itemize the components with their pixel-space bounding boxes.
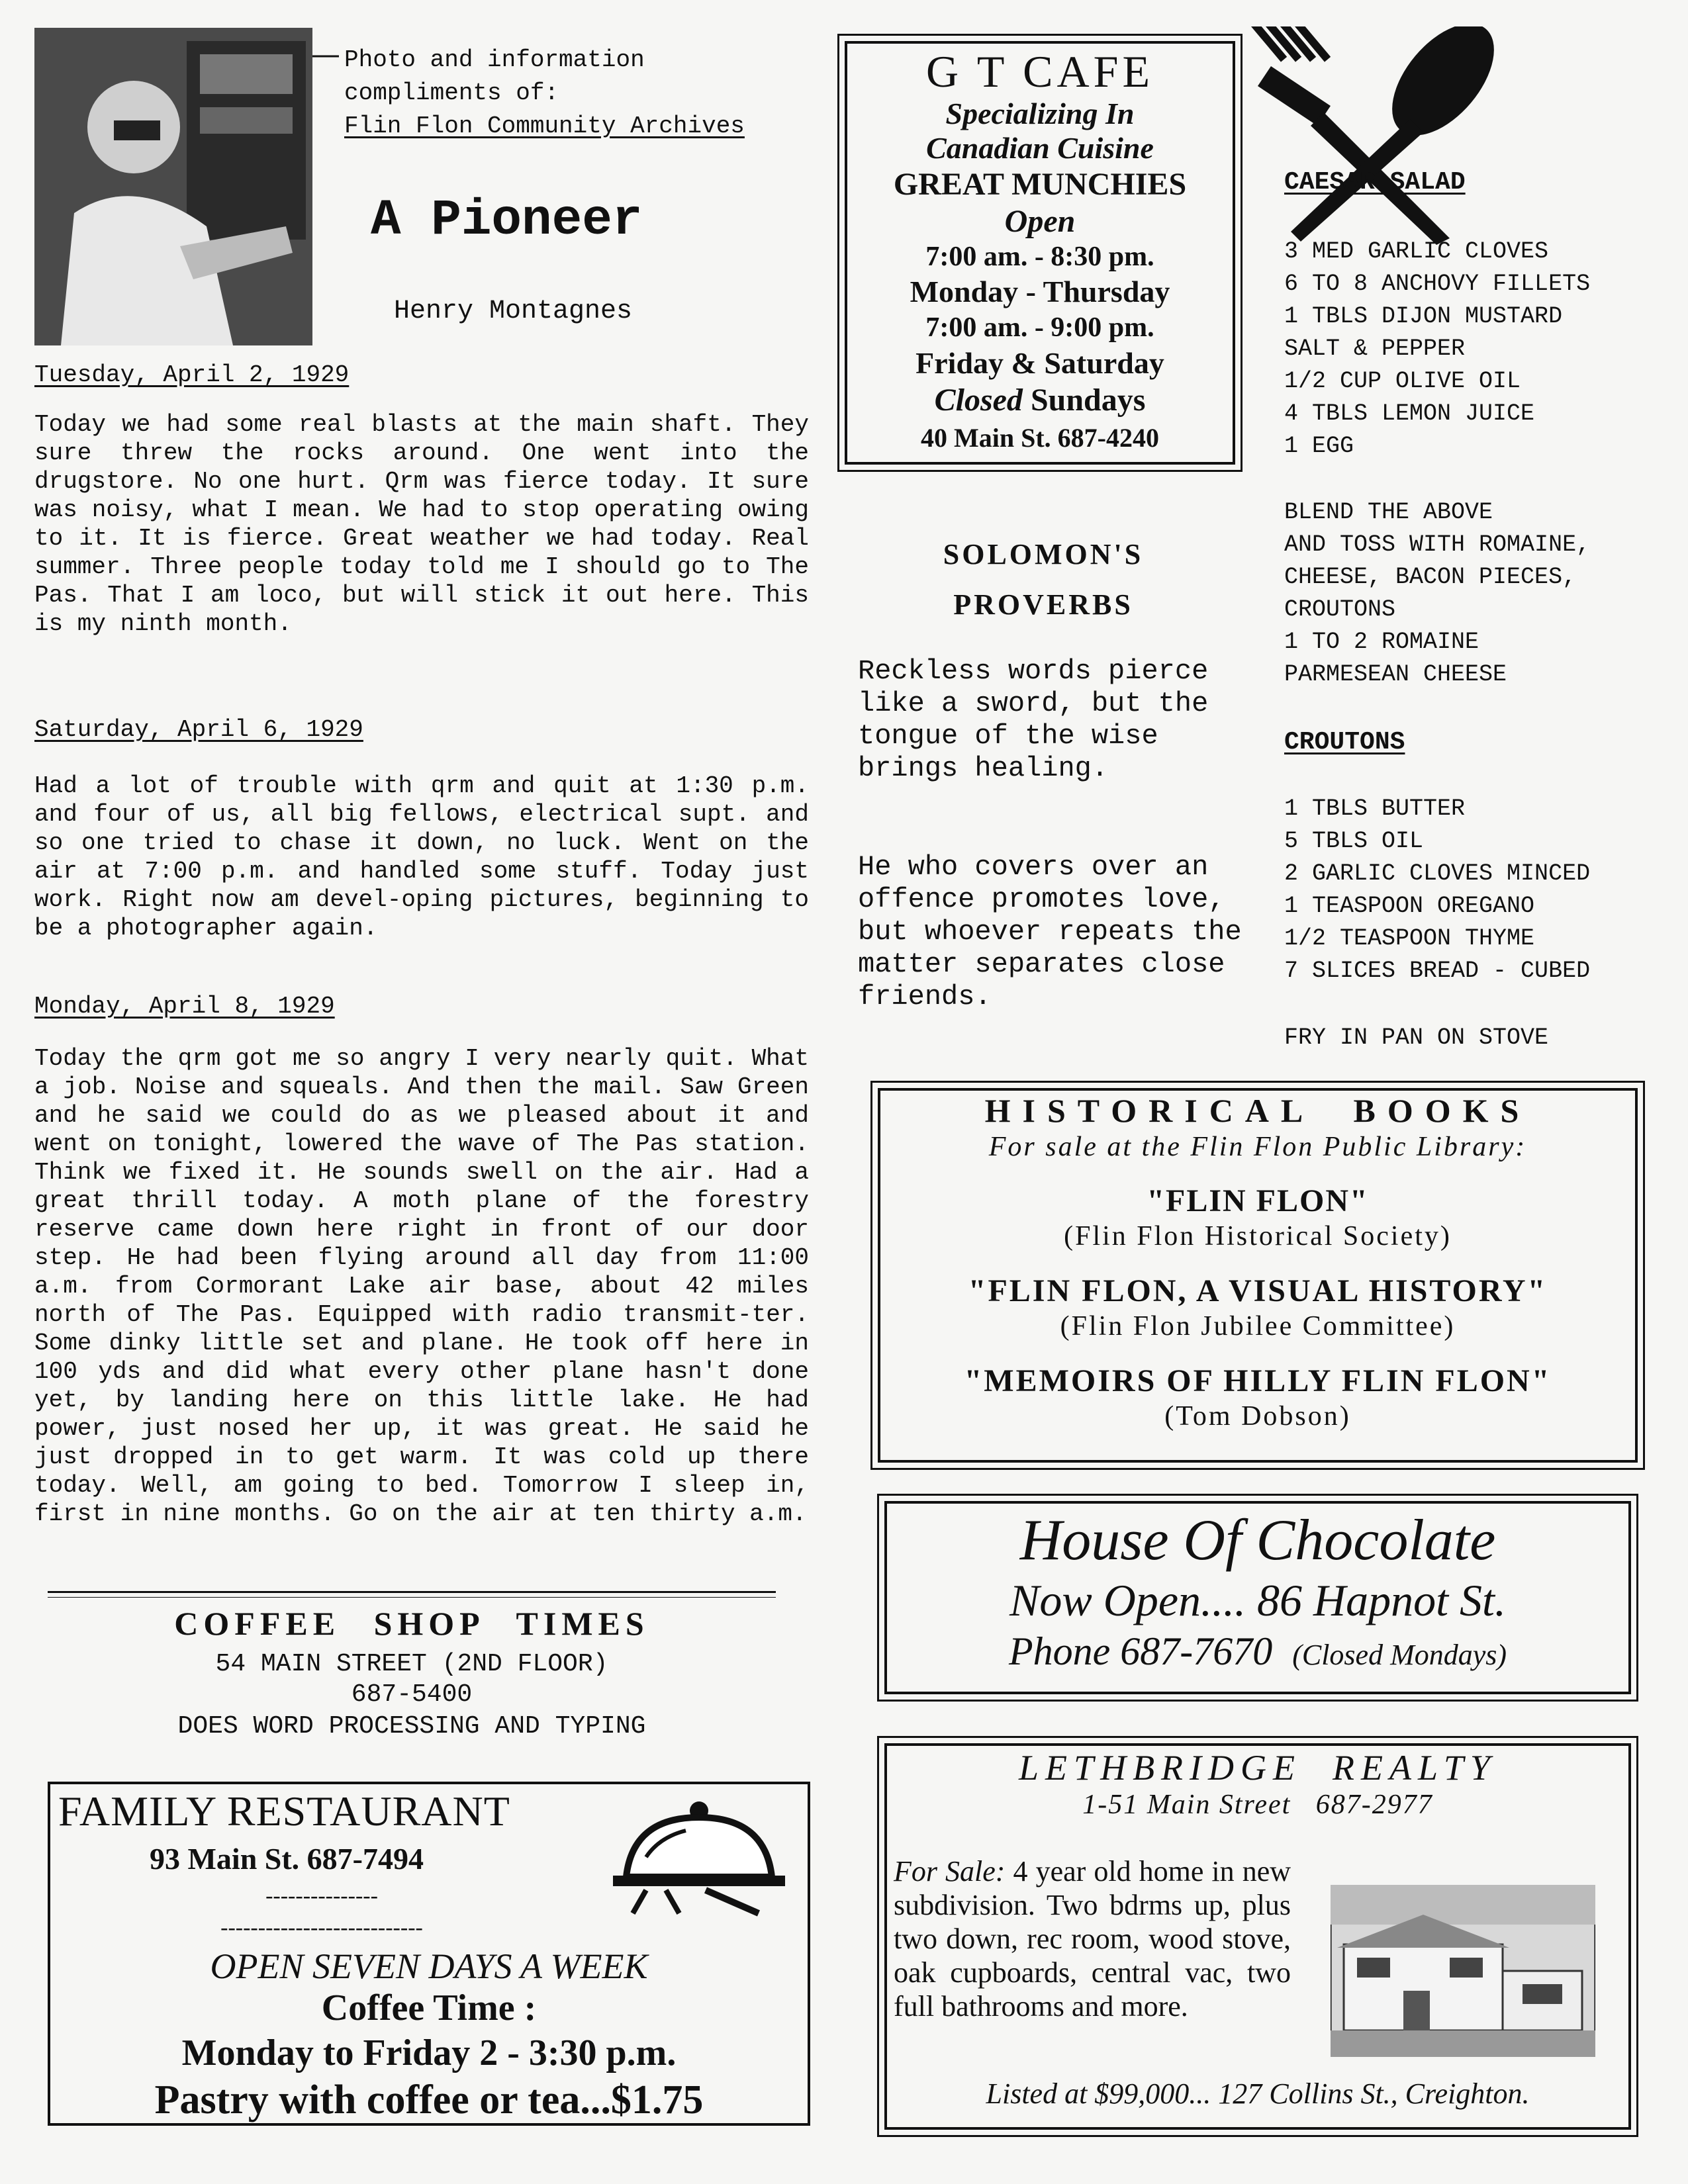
gt-cafe-munchies: GREAT MUNCHIES	[893, 167, 1187, 202]
caesar-method-line: 1 TO 2 ROMAINE	[1284, 629, 1479, 655]
article-title: A Pioneer	[371, 192, 643, 249]
pioneer-photo-art	[34, 28, 312, 345]
family-restaurant-pastry: Pastry with coffee or tea...$1.75	[154, 2077, 704, 2122]
caesar-method-line: AND TOSS WITH ROMAINE,	[1284, 531, 1591, 558]
entry-text-3: Today the qrm got me so angry I very nearly quit. What a job. Noise and squeals. And then the mail. Saw Green and he said we could do as we pleased about it and went on tonight, lowered the wave of The Pas station. Think we fixed it. He sounds swell on the air. Had a great thrill today. A moth plane of the forestry reserve came down here right in front of our door step. He had been flying around all day from 11:00 a.m. from Cormorant Lake air base, about 42 miles north of The Pas. Equipped with radio transmit-ter. Some dinky little set and plane. He took off here in 100 yds and did what every other plane hasn't done yet, by landing here on this little lake. He had power, just nosed her up, it was great. He said he just dropped in to get warm. It was cold up there today. Well, am going to bed. Tomorrow I sleep in, first in nine months. Go on the air at ten thirty a.m.	[34, 1045, 809, 1527]
historical-books-ad	[878, 1088, 1638, 1463]
gt-cafe-special-1: Specializing In	[945, 97, 1135, 130]
caesar-ingredient: SALT & PEPPER	[1284, 336, 1466, 362]
gt-cafe-open: Open	[1004, 204, 1076, 239]
pioneer-photo	[34, 28, 312, 345]
croutons-ingredient: 1 TEASPOON OREGANO	[1284, 893, 1535, 919]
caesar-ingredient: 6 TO 8 ANCHOVY FILLETS	[1284, 271, 1591, 297]
gt-cafe-closed-day: Sundays	[1022, 383, 1146, 418]
realty-description-text: 4 year old home in new subdivision. Two bdrms up, plus two down, rec room, wood stove, oak cupboards, central vac, two full bathrooms and more.	[894, 1855, 1291, 2023]
gt-cafe-closed	[847, 381, 1233, 420]
gt-cafe-days-2: Friday & Saturday	[915, 346, 1164, 380]
books-title: HISTORICAL BOOKS	[984, 1092, 1531, 1129]
coffee-shop-address: 54 MAIN STREET (2ND FLOOR)	[215, 1650, 608, 1678]
coffee-shop-service: DOES WORD PROCESSING AND TYPING	[177, 1712, 646, 1741]
realty-title: LETHBRIDGE REALTY	[1019, 1748, 1497, 1788]
family-restaurant-address: 93 Main St. 687-7494	[150, 1842, 424, 1876]
gt-cafe-ad	[845, 41, 1235, 465]
caesar-title: CAESAR SALAD	[1284, 168, 1466, 197]
croutons-method: FRY IN PAN ON STOVE	[1284, 1024, 1549, 1051]
realty-for-sale-label: For Sale:	[894, 1855, 1006, 1888]
article-author: Henry Montagnes	[394, 296, 633, 326]
serving-dish-icon	[606, 1791, 792, 1917]
gt-cafe-hours-2: 7:00 am. - 9:00 pm.	[925, 312, 1154, 343]
caesar-ingredient: 1 TBLS DIJON MUSTARD	[1284, 303, 1563, 330]
caesar-method-line: CROUTONS	[1284, 596, 1396, 623]
book-author-2: (Flin Flon Jubilee Committee)	[1060, 1311, 1456, 1342]
coffee-shop-rule	[48, 1591, 776, 1598]
family-restaurant-rule-1: ---------------	[265, 1884, 378, 1908]
gt-cafe-special-2: Canadian Cuisine	[926, 131, 1154, 165]
chocolate-name: House Of Chocolate	[1019, 1508, 1496, 1572]
family-restaurant-rule-2: ---------------------------	[220, 1915, 423, 1940]
croutons-ingredients	[1284, 793, 1590, 987]
fork-and-spoon-icon	[1244, 26, 1496, 245]
caesar-ingredient: 1/2 CUP OLIVE OIL	[1284, 368, 1521, 394]
proverb-2: He who covers over an offence promotes love, but whoever repeats the matter separates close friends.	[858, 851, 1242, 1013]
book-author-3: (Tom Dobson)	[1164, 1401, 1351, 1432]
croutons-ingredient: 1/2 TEASPOON THYME	[1284, 925, 1535, 952]
credit-line-1: Photo and information	[344, 46, 645, 73]
caesar-method-line: BLEND THE ABOVE	[1284, 499, 1493, 525]
family-restaurant-title: FAMILY RESTAURANT	[58, 1788, 510, 1835]
entry-text-2: Had a lot of trouble with qrm and quit at 1:30 p.m. and four of us, all big fellows, electrical supt. and so one tried to chase it down, no luck. Went on the air at 7:00 p.m. and handled some stuff. Today just work. Right now am devel-oping pictures, beginning to be a photographer again.	[34, 772, 809, 942]
coffee-shop-phone: 687-5400	[351, 1680, 473, 1709]
realty-listing: Listed at $99,000... 127 Collins St., Creighton.	[986, 2077, 1530, 2110]
croutons-ingredient: 5 TBLS OIL	[1284, 828, 1424, 854]
chocolate-phone-line	[887, 1625, 1628, 1681]
chocolate-open: Now Open.... 86 Hapnot St.	[1009, 1575, 1506, 1625]
entry-date-2: Saturday, April 6, 1929	[34, 716, 363, 743]
book-title-3: "MEMOIRS OF HILLY FLIN FLON"	[964, 1363, 1552, 1398]
realty-address: 1-51 Main Street 687-2977	[1082, 1790, 1433, 1820]
entry-date-3: Monday, April 8, 1929	[34, 993, 335, 1020]
coffee-shop-ad	[48, 1604, 776, 1743]
gt-cafe-days-1: Monday - Thursday	[910, 275, 1170, 308]
croutons-title: CROUTONS	[1284, 728, 1405, 756]
gt-cafe-title: G T CAFE	[925, 46, 1154, 97]
realty-description	[894, 1854, 1291, 2023]
caesar-method	[1284, 496, 1590, 691]
credit-archives: Flin Flon Community Archives	[344, 113, 745, 140]
caesar-method-line: CHEESE, BACON PIECES,	[1284, 564, 1577, 590]
house-of-chocolate-ad	[884, 1501, 1631, 1694]
chocolate-phone: Phone 687-7670	[1008, 1629, 1273, 1673]
credit-pointer-line	[312, 53, 339, 60]
entry-text-1: Today we had some real blasts at the main shaft. They sure threw the rocks around. One went into the drugstore. No one hurt. Qrm was fierce today. It sure was noisy, what I mean. We had to stop operating owing to it. It is fierce. Great weather we had today. Real summer. Three people today told me I should go to The Pas. That I am loco, but will stick it out here. This is my ninth month.	[34, 411, 809, 637]
coffee-shop-title: COFFEE SHOP TIMES	[174, 1605, 649, 1642]
caesar-ingredient: 1 EGG	[1284, 433, 1354, 459]
books-subtitle: For sale at the Flin Flon Public Library:	[988, 1132, 1527, 1162]
photo-credit	[344, 44, 745, 143]
caesar-ingredient: 3 MED GARLIC CLOVES	[1284, 238, 1549, 265]
gt-cafe-address: 40 Main St. 687-4240	[921, 423, 1159, 453]
croutons-ingredient: 1 TBLS BUTTER	[1284, 796, 1466, 822]
proverbs-heading	[845, 529, 1242, 630]
family-restaurant-coffee-time: Coffee Time :	[321, 1987, 537, 2028]
gt-cafe-hours-1: 7:00 am. - 8:30 pm.	[925, 242, 1154, 272]
caesar-ingredients	[1284, 236, 1590, 463]
family-restaurant-open: OPEN SEVEN DAYS A WEEK	[210, 1946, 648, 1986]
caesar-ingredient: 4 TBLS LEMON JUICE	[1284, 400, 1535, 427]
credit-line-2: compliments of:	[344, 79, 559, 107]
proverbs-title-2: PROVERBS	[953, 588, 1133, 621]
chocolate-closed: (Closed Mondays)	[1292, 1639, 1507, 1671]
lethbridge-realty-ad	[884, 1743, 1631, 2130]
house-photo	[1331, 1885, 1595, 2057]
proverbs-title-1: SOLOMON'S	[943, 538, 1144, 570]
family-restaurant-hours: Monday to Friday 2 - 3:30 p.m.	[181, 2032, 677, 2073]
book-author-1: (Flin Flon Historical Society)	[1064, 1221, 1452, 1251]
gt-cafe-closed-word: Closed	[934, 383, 1023, 418]
book-title-1: "FLIN FLON"	[1147, 1183, 1369, 1218]
entry-date-1: Tuesday, April 2, 1929	[34, 361, 350, 388]
croutons-ingredient: 2 GARLIC CLOVES MINCED	[1284, 860, 1591, 887]
caesar-method-line: PARMESEAN CHEESE	[1284, 661, 1507, 688]
croutons-ingredient: 7 SLICES BREAD - CUBED	[1284, 958, 1591, 984]
family-restaurant-ad	[48, 1782, 810, 2126]
book-title-2: "FLIN FLON, A VISUAL HISTORY"	[968, 1273, 1548, 1308]
proverb-1: Reckless words pierce like a sword, but the tongue of the wise brings healing.	[858, 655, 1209, 784]
